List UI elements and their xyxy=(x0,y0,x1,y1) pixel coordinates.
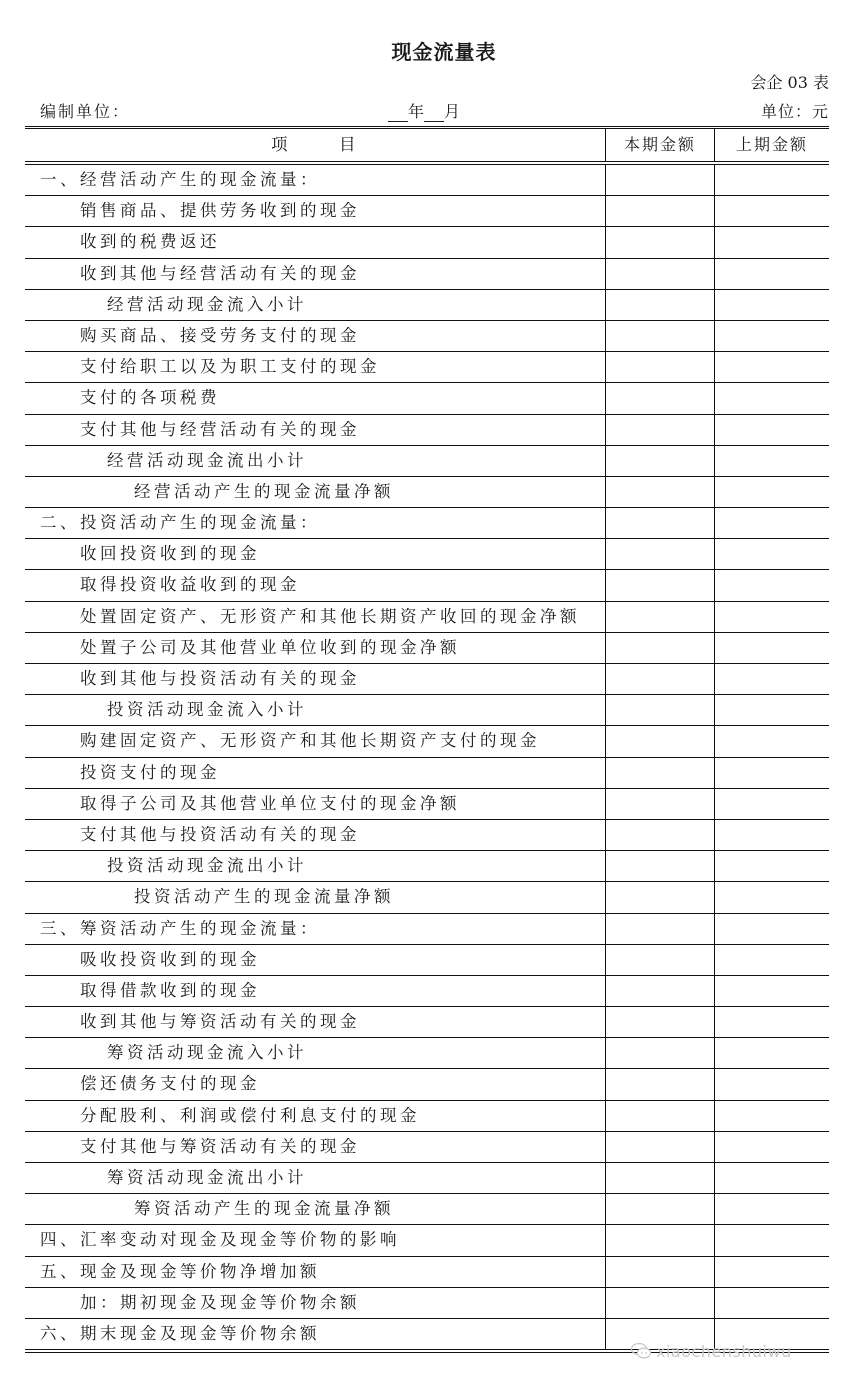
current-period-cell[interactable] xyxy=(605,1163,714,1193)
current-period-cell[interactable] xyxy=(605,227,714,257)
prior-period-cell[interactable] xyxy=(714,882,829,912)
prior-period-cell[interactable] xyxy=(714,602,829,632)
table-row xyxy=(25,446,829,477)
prior-period-cell[interactable] xyxy=(714,539,829,569)
row-item-label: 二、投资活动产生的现金流量： xyxy=(40,513,320,533)
row-item-label: 支付其他与投资活动有关的现金 xyxy=(80,824,360,844)
prior-period-cell[interactable] xyxy=(714,976,829,1006)
prior-period-cell[interactable] xyxy=(714,726,829,756)
table-row xyxy=(25,290,829,321)
prior-period-cell[interactable] xyxy=(714,477,829,507)
row-item-label: 处置固定资产、无形资产和其他长期资产收回的现金净额 xyxy=(80,606,580,626)
row-item-label: 支付的各项税费 xyxy=(80,388,220,408)
row-item-label: 筹资活动现金流出小计 xyxy=(107,1168,307,1187)
current-period-cell[interactable] xyxy=(605,1225,714,1255)
row-item-label: 投资活动现金流入小计 xyxy=(107,700,307,720)
current-period-cell[interactable] xyxy=(605,726,714,756)
current-period-cell[interactable] xyxy=(605,1132,714,1162)
row-item-label: 加：期初现金及现金等价物余额 xyxy=(80,1292,360,1312)
current-period-cell[interactable] xyxy=(605,165,714,195)
table-row xyxy=(25,539,829,570)
prior-period-cell[interactable] xyxy=(714,1038,829,1068)
prior-period-cell[interactable] xyxy=(714,758,829,788)
prior-period-cell[interactable] xyxy=(714,1163,829,1193)
watermark xyxy=(630,1340,792,1362)
header-prior-period: 上期金额 xyxy=(714,129,829,161)
prior-period-cell[interactable] xyxy=(714,1288,829,1318)
prior-period-cell[interactable] xyxy=(714,446,829,476)
table-body xyxy=(25,165,829,1353)
row-item-label: 处置子公司及其他营业单位收到的现金净额 xyxy=(80,637,460,657)
table-row xyxy=(25,1007,829,1038)
current-period-cell[interactable] xyxy=(605,1194,714,1224)
table-header xyxy=(25,129,829,165)
row-item-label: 投资活动产生的现金流量净额 xyxy=(134,887,394,907)
current-period-cell[interactable] xyxy=(605,1069,714,1099)
prepared-by-label: 编制单位： xyxy=(40,102,131,121)
prior-period-cell[interactable] xyxy=(714,664,829,694)
current-period-cell[interactable] xyxy=(605,196,714,226)
table-row xyxy=(25,1132,829,1163)
current-period-cell[interactable] xyxy=(605,1038,714,1068)
row-item-label: 购建固定资产、无形资产和其他长期资产支付的现金 xyxy=(80,731,540,751)
current-period-cell[interactable] xyxy=(605,1257,714,1287)
table-row xyxy=(25,851,829,882)
current-period-cell[interactable] xyxy=(605,415,714,445)
prior-period-cell[interactable] xyxy=(714,196,829,226)
current-period-cell[interactable] xyxy=(605,820,714,850)
row-item-label: 六、期末现金及现金等价物余额 xyxy=(40,1323,320,1343)
table-row xyxy=(25,664,829,695)
row-item-label: 取得投资收益收到的现金 xyxy=(80,575,300,595)
table-row xyxy=(25,695,829,726)
row-item-label: 销售商品、提供劳务收到的现金 xyxy=(80,201,360,221)
current-period-cell[interactable] xyxy=(605,882,714,912)
row-item-label: 支付其他与筹资活动有关的现金 xyxy=(80,1136,360,1156)
row-item-label: 取得子公司及其他营业单位支付的现金净额 xyxy=(80,793,460,813)
prior-period-cell[interactable] xyxy=(714,945,829,975)
table-row xyxy=(25,1038,829,1069)
table-row xyxy=(25,789,829,820)
year-label: 年 xyxy=(408,102,425,121)
table-row xyxy=(25,1225,829,1256)
table-row xyxy=(25,1194,829,1225)
row-item-label: 吸收投资收到的现金 xyxy=(80,949,260,969)
table-row xyxy=(25,1257,829,1288)
report-meta xyxy=(40,99,829,123)
table-row xyxy=(25,758,829,789)
current-period-cell[interactable] xyxy=(605,789,714,819)
prior-period-cell[interactable] xyxy=(714,290,829,320)
month-label: 月 xyxy=(444,102,461,121)
row-item-label: 支付给职工以及为职工支付的现金 xyxy=(80,357,380,377)
header-item-char2: 目 xyxy=(339,135,359,154)
table-row xyxy=(25,508,829,539)
row-item-label: 分配股利、利润或偿付利息支付的现金 xyxy=(80,1105,420,1125)
prior-period-cell[interactable] xyxy=(714,165,829,195)
table-row xyxy=(25,633,829,664)
prior-period-cell[interactable] xyxy=(714,383,829,413)
cash-flow-table xyxy=(25,126,829,1353)
row-item-label: 投资支付的现金 xyxy=(80,762,220,782)
prior-period-cell[interactable] xyxy=(714,789,829,819)
prior-period-cell[interactable] xyxy=(714,1194,829,1224)
prior-period-cell[interactable] xyxy=(714,508,829,538)
table-row xyxy=(25,820,829,851)
current-period-cell[interactable] xyxy=(605,539,714,569)
row-item-label: 支付其他与经营活动有关的现金 xyxy=(80,419,360,439)
row-item-label: 筹资活动现金流入小计 xyxy=(107,1043,307,1063)
prior-period-cell[interactable] xyxy=(714,914,829,944)
row-item-label: 经营活动产生的现金流量净额 xyxy=(134,481,394,501)
row-item-label: 收回投资收到的现金 xyxy=(80,544,260,564)
row-item-label: 经营活动现金流出小计 xyxy=(107,450,307,470)
form-code: 会企 03 表 xyxy=(750,73,829,92)
prior-period-cell[interactable] xyxy=(714,1069,829,1099)
table-row xyxy=(25,415,829,446)
table-row xyxy=(25,1101,829,1132)
current-period-cell[interactable] xyxy=(605,570,714,600)
row-item-label: 筹资活动产生的现金流量净额 xyxy=(134,1199,394,1219)
prior-period-cell[interactable] xyxy=(714,1257,829,1287)
prior-period-cell[interactable] xyxy=(714,227,829,257)
table-row xyxy=(25,321,829,352)
table-row xyxy=(25,165,829,196)
header-item-char1: 项 xyxy=(271,135,291,154)
row-item-label: 收到其他与经营活动有关的现金 xyxy=(80,263,360,283)
prior-period-cell[interactable] xyxy=(714,415,829,445)
current-period-cell[interactable] xyxy=(605,602,714,632)
current-period-cell[interactable] xyxy=(605,508,714,538)
prior-period-cell[interactable] xyxy=(714,1225,829,1255)
report-date xyxy=(388,99,460,122)
table-row xyxy=(25,602,829,633)
row-item-label: 收到其他与投资活动有关的现金 xyxy=(80,669,360,688)
row-item-label: 收到其他与筹资活动有关的现金 xyxy=(80,1012,360,1032)
table-row xyxy=(25,945,829,976)
watermark-text: xiaochenshuiwu xyxy=(656,1341,792,1361)
prior-period-cell[interactable] xyxy=(714,1132,829,1162)
row-item-label: 三、筹资活动产生的现金流量： xyxy=(40,918,320,938)
current-period-cell[interactable] xyxy=(605,695,714,725)
row-item-label: 经营活动现金流入小计 xyxy=(107,294,307,314)
table-row xyxy=(25,1069,829,1100)
row-item-label: 偿还债务支付的现金 xyxy=(80,1074,260,1094)
prior-period-cell[interactable] xyxy=(714,259,829,289)
current-period-cell[interactable] xyxy=(605,758,714,788)
current-period-cell[interactable] xyxy=(605,945,714,975)
month-blank xyxy=(424,105,444,122)
year-blank xyxy=(388,105,408,122)
header-item xyxy=(25,129,605,161)
table-row xyxy=(25,726,829,757)
prior-period-cell[interactable] xyxy=(714,633,829,663)
prior-period-cell[interactable] xyxy=(714,851,829,881)
table-row xyxy=(25,570,829,601)
current-period-cell[interactable] xyxy=(605,633,714,663)
unit-label: 单位：元 xyxy=(760,102,829,121)
header-current-period: 本期金额 xyxy=(605,129,714,161)
row-item-label: 五、现金及现金等价物净增加额 xyxy=(40,1261,320,1281)
current-period-cell[interactable] xyxy=(605,383,714,413)
prior-period-cell[interactable] xyxy=(714,695,829,725)
page-title: 现金流量表 xyxy=(391,40,497,64)
prior-period-cell[interactable] xyxy=(714,570,829,600)
current-period-cell[interactable] xyxy=(605,446,714,476)
table-row xyxy=(25,259,829,290)
row-item-label: 一、经营活动产生的现金流量： xyxy=(40,170,320,189)
current-period-cell[interactable] xyxy=(605,664,714,694)
table-row xyxy=(25,882,829,913)
table-row xyxy=(25,352,829,383)
prior-period-cell[interactable] xyxy=(714,352,829,382)
current-period-cell[interactable] xyxy=(605,1288,714,1318)
current-period-cell[interactable] xyxy=(605,290,714,320)
row-item-label: 取得借款收到的现金 xyxy=(80,980,260,1000)
row-item-label: 四、汇率变动对现金及现金等价物的影响 xyxy=(40,1230,400,1250)
row-item-label: 收到的税费返还 xyxy=(80,232,220,252)
prior-period-cell[interactable] xyxy=(714,820,829,850)
current-period-cell[interactable] xyxy=(605,259,714,289)
row-item-label: 购买商品、接受劳务支付的现金 xyxy=(80,325,360,345)
table-row xyxy=(25,383,829,414)
current-period-cell[interactable] xyxy=(605,477,714,507)
current-period-cell[interactable] xyxy=(605,321,714,351)
wechat-icon xyxy=(630,1342,652,1360)
table-row xyxy=(25,1163,829,1194)
current-period-cell[interactable] xyxy=(605,352,714,382)
current-period-cell[interactable] xyxy=(605,851,714,881)
prior-period-cell[interactable] xyxy=(714,1007,829,1037)
row-item-label: 投资活动现金流出小计 xyxy=(107,856,307,876)
table-row xyxy=(25,227,829,258)
current-period-cell[interactable] xyxy=(605,1101,714,1131)
table-row xyxy=(25,1288,829,1319)
current-period-cell[interactable] xyxy=(605,976,714,1006)
table-row xyxy=(25,914,829,945)
current-period-cell[interactable] xyxy=(605,914,714,944)
prior-period-cell[interactable] xyxy=(714,321,829,351)
table-row xyxy=(25,196,829,227)
table-row xyxy=(25,477,829,508)
prior-period-cell[interactable] xyxy=(714,1101,829,1131)
current-period-cell[interactable] xyxy=(605,1007,714,1037)
table-row xyxy=(25,976,829,1007)
